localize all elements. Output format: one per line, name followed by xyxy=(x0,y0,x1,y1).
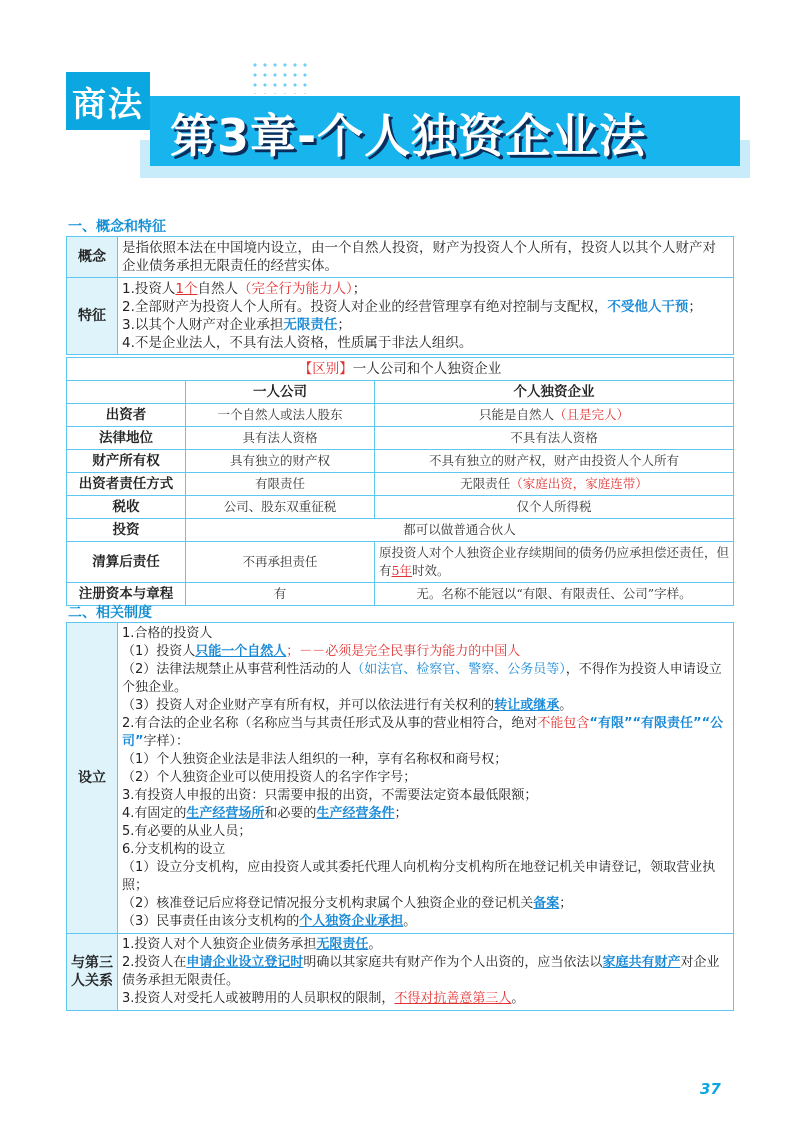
third-party-row xyxy=(67,934,734,1011)
systems-table xyxy=(66,622,734,1011)
compare-row: 注册资本与章程 有 无。名称不能冠以“有限、有限责任、公司”字样。 xyxy=(67,583,734,606)
compare-row: 出资者责任方式 有限责任 无限责任（家庭出资，家庭连带） xyxy=(67,473,734,496)
compare-table xyxy=(66,357,734,606)
third-party-text: 1.投资人对个人独资企业债务承担无限责任。 2.投资人在申请企业设立登记时明确以其家庭共有财产作为个人出资的，应当依法以家庭共有财产对企业债务承担无限责任。 3.投资人对受托人或被聘用的人员职权的限制，不得对抗善意第三人。 xyxy=(118,934,734,1011)
feature-line-4: 4.不是企业法人，不具有法人资格，性质属于非法人组织。 xyxy=(122,335,473,351)
section-heading-systems: 二、相关制度 xyxy=(68,605,152,621)
compare-col-company: 一人公司 xyxy=(186,381,375,404)
features-label: 特征 xyxy=(67,278,118,355)
subject-tag: 商法 xyxy=(66,72,150,130)
feature-line-3: 3.以其个人财产对企业承担无限责任； xyxy=(122,317,351,333)
compare-title-row xyxy=(67,358,734,381)
decorative-dots xyxy=(250,60,310,94)
compare-row: 出资者 一个自然人或法人股东 只能是自然人（且是完人） xyxy=(67,404,734,427)
third-party-label: 与第三人关系 xyxy=(67,934,118,1011)
page-banner xyxy=(0,0,800,210)
compare-header-row xyxy=(67,381,734,404)
feature-line-1: 1.投资人1个自然人（完全行为能力人）； xyxy=(122,281,367,297)
setup-text: 1.合格的投资人 （1）投资人只能一个自然人；－－必须是完全民事行为能力的中国人 （2）法律法规禁止从事营利性活动的人（如法官、检察官、警察、公务员等），不得作为投资人申请设立个独企业。 （3）投资人对企业财产享有所有权，并可以依法进行有关权利的转让或继承。 2.有合法的企业名称（名称应当与其责任形式及从事的营业相符合，绝对不能包含“有限”“有限责任”“公司”字样）： （1）个人独资企业法是非法人组织的一种，享有名称权和商号权； （2）个人独资企业可以使用投资人的名字作字号； 3.有投资人申报的出资：只需要申报的出资，不需要法定资本最低限额； 4.有固定的生产经营场所和必要的生产经营条件； 5.有必要的从业人员； 6.分支机构的设立 （1）设立分支机构，应由投资人或其委托代理人向机构分支机构所在地登记机关申请登记，领取营业执照； （2）核准登记后应将登记情况报分支机构隶属个人独资企业的登记机关备案； （3）民事责任由该分支机构的个人独资企业承担。 xyxy=(118,623,734,934)
features-row xyxy=(67,278,734,355)
compare-title: 【区别】一人公司和个人独资企业 xyxy=(67,358,734,381)
concept-label: 概念 xyxy=(67,237,118,278)
concept-table xyxy=(66,236,734,355)
setup-label: 设立 xyxy=(67,623,118,934)
chapter-title: 第3章-个人独资企业法 xyxy=(170,109,647,163)
compare-row: 投资 都可以做普通合伙人 xyxy=(67,519,734,542)
page-number: 37 xyxy=(700,1080,721,1098)
compare-row: 法律地位 具有法人资格 不具有法人资格 xyxy=(67,427,734,450)
section-heading-concepts: 一、概念和特征 xyxy=(68,219,166,235)
concept-row xyxy=(67,237,734,278)
setup-row xyxy=(67,623,734,934)
compare-row: 财产所有权 具有独立的财产权 不具有独立的财产权，财产由投资人个人所有 xyxy=(67,450,734,473)
compare-row: 清算后责任 不再承担责任 原投资人对个人独资企业存续期间的债务仍应承担偿还责任，但有5年时效。 xyxy=(67,542,734,583)
features-text xyxy=(118,278,734,355)
feature-line-2: 2.全部财产为投资人个人所有。投资人对企业的经营管理享有绝对控制与支配权，不受他人干预； xyxy=(122,299,702,315)
compare-row: 税收 公司、股东双重征税 仅个人所得税 xyxy=(67,496,734,519)
concept-text: 是指依照本法在中国境内设立，由一个自然人投资，财产为投资人个人所有，投资人以其个人财产对企业债务承担无限责任的经营实体。 xyxy=(118,237,734,278)
compare-col-sole: 个人独资企业 xyxy=(375,381,734,404)
